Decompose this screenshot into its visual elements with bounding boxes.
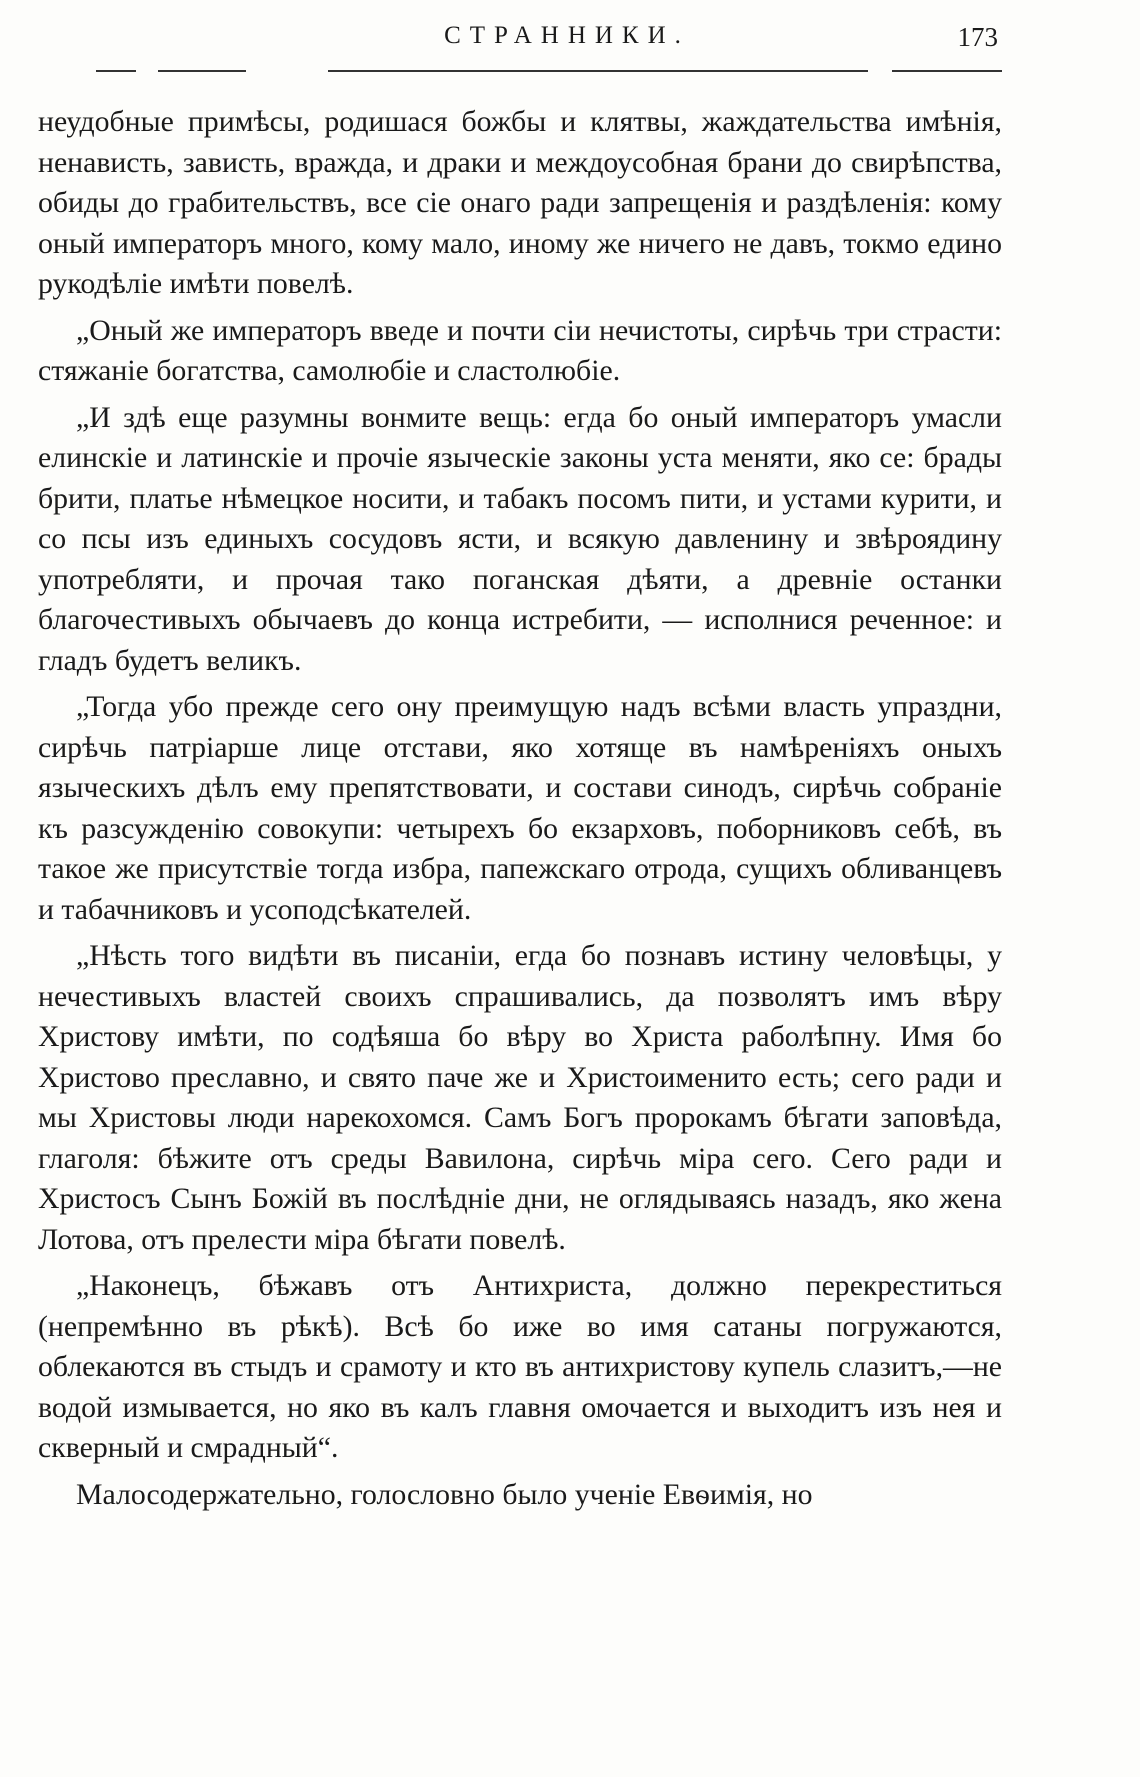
paragraph: „Оный же императоръ введе и почти сіи нечистоты, сирѣчь три страсти: стяжаніе богатства, самолюбіе и сластолюбіе. — [38, 313, 1002, 387]
running-title: СТРАННИКИ. — [444, 22, 690, 49]
header-rule — [892, 70, 1002, 72]
header-rule — [328, 70, 868, 72]
paragraph: „Нѣсть того видѣти въ писаніи, егда бо познавъ истину человѣцы, у нечестивыхъ властей своихъ спрашивались, да позволятъ имъ вѣру Христову имѣти, по содѣяша бо вѣру во Христа раболѣпну. Имя бо Христово преславно, и свято паче же и Христоименито есть; сего ради и мы Христовы люди нарекохомся. Самъ Богъ пророкамъ бѣгати заповѣда, глаголя: бѣжите отъ среды Вавилона, сирѣчь міра сего. Сего ради и Христосъ Сынъ Божій въ послѣдніе дни, не оглядываясь назадъ, яко жена Лотова, отъ прелести міра бѣгати повелѣ. — [38, 939, 1002, 1256]
paragraph: „Тогда убо прежде сего ону преимущую надъ всѣми власть упраздни, сирѣчь патріарше лице отстави, яко хотяще въ намѣреніяхъ оныхъ языческихъ дѣлъ ему препятствовати, и состави синодъ, сирѣчь собраніе къ разсужденію совокупи: четырехъ бо екзарховъ, поборниковъ себѣ, въ такое же присутствіе тогда избра, папежскаго отрода, сущихъ обливанцевъ и табачниковъ и усоподсѣкателей. — [38, 690, 1002, 926]
page-number: 173 — [957, 22, 998, 52]
page-header — [96, 22, 1002, 62]
paragraph: „Наконецъ, бѣжавъ отъ Антихриста, должно перекреститься (непремѣнно въ рѣкѣ). Всѣ бо иже во имя сатаны погружаются, облекаются въ стыдъ и срамоту и кто въ антихристову купель слазитъ,—не водой измывается, но яко въ калъ главня омочается и выходитъ изъ нея и скверный и смрадный“. — [38, 1269, 1002, 1464]
header-rule — [96, 70, 136, 72]
header-rule — [158, 70, 246, 72]
paragraph: неудобные примѣсы, родишася божбы и клятвы, жаждательства имѣнія, ненависть, зависть, вражда, и драки и междоусобная брани до свирѣпства, обиды до грабительствъ, все сіе онаго ради запрещенія и раздѣленія: кому оный императоръ много, кому мало, иному же ничего не давъ, токмо едино рукодѣліе имѣти повелѣ. — [38, 105, 1002, 300]
paragraph: „И здѣ еще разумны вонмите вещь: егда бо оный императоръ умасли елинскіе и латинскіе и прочіе языческіе законы уста меняти, яко се: брады брити, платье нѣмецкое носити, и табакъ посомъ пити, и устами курити, и со псы изъ единыхъ сосудовъ ясти, и всякую давленину и звѣроядину употребляти, и прочая тако поганская дѣяти, а древніе останки благочестивыхъ обычаевъ до конца истребити, — исполнися реченное: и гладъ будетъ великъ. — [38, 400, 1002, 677]
body-text — [38, 102, 1002, 1521]
paragraph: Малосодержательно, голословно было ученіе Евѳимія, но — [76, 1477, 813, 1511]
